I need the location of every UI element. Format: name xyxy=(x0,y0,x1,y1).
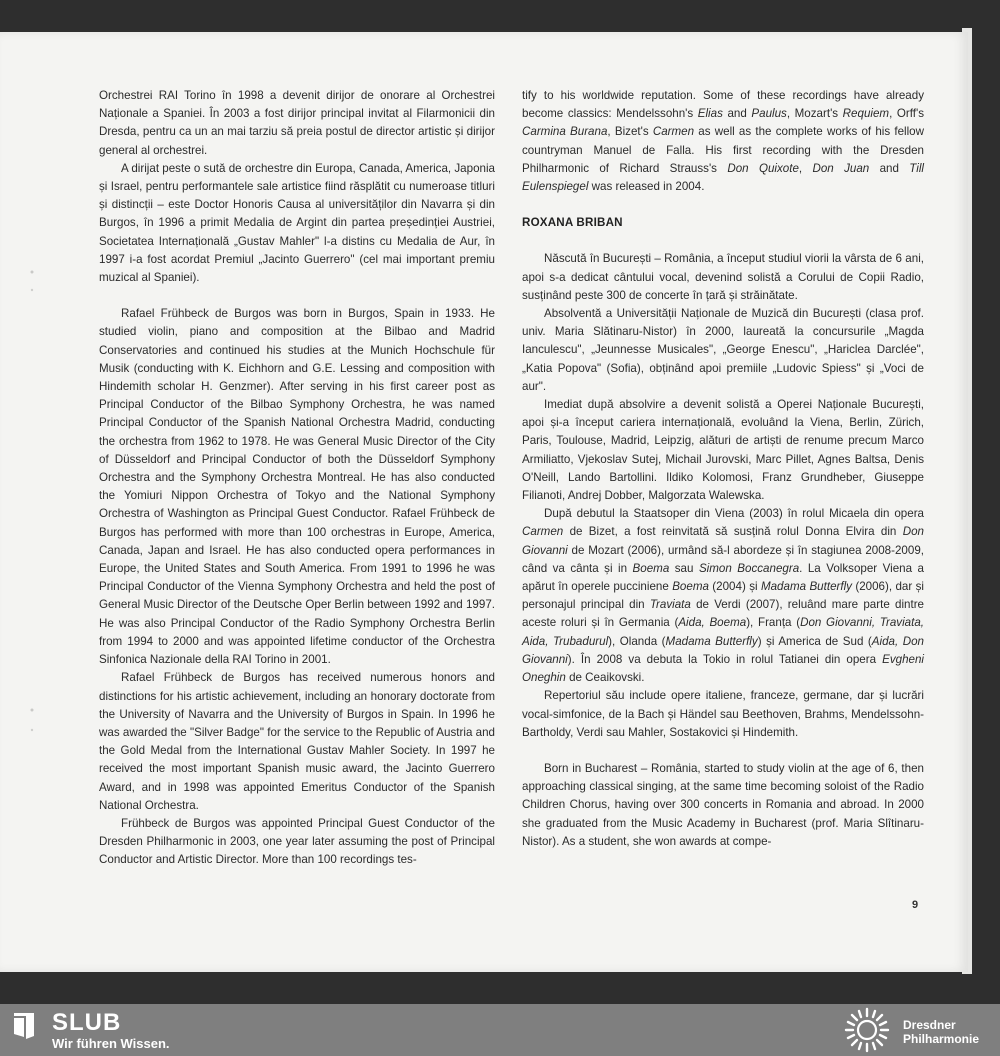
dresdner-philharmonie-name xyxy=(903,1018,979,1046)
binding-marks-icon xyxy=(26,260,38,760)
paragraph: Frühbeck de Burgos was appointed Principal Guest Conductor of the Dresden Philharmonic in 2003, one year later assuming the post of Principal Conductor and Artistic Director. More than 100 recordings tes- xyxy=(99,816,495,867)
paragraph: Repertoriul său include opere italiene, franceze, germane, dar și lucrări vocal-simfonice, de la Bach și Händel sau Beethoven, Brahms, Mendelssohn-Bartholdy, Verdi sau Mahler, Sostakovici și Hindemith. xyxy=(522,689,924,739)
right-column xyxy=(522,87,924,851)
section-heading: ROXANA BRIBAN xyxy=(522,216,623,230)
paragraph: Rafael Frühbeck de Burgos was born in Burgos, Spain in 1933. He studied violin, piano and composition at the Bilbao and Madrid Conservatories and continued his studies at the Munich Hochschule für Musik (conducting with K. Eichhorn and G.E. Lessing and composition with Hindemith scholar H. Genzmer). After serving in his first career post as Principal Conductor of the Bilbao Symphony Orchestra, he was named Principal Conductor of the Spanish National Orchestra Madrid, conducting the orchestra from 1962 to 1978. He was General Music Director of the City of Düsseldorf and Principal Conductor of both the Düsseldorf Symphony Orchestra and the Symphony Orchestra Montreal. He has also conducted the Yomiuri Nippon Orchestra of Tokyo and the National Symphony Orchestra of Washington as Principal Guest Conductor. Rafael Frühbeck de Burgos has performed with more than 100 orchestras in Europe, America, Canada, Japan and Israel. He has also conducted opera performances in Europe, the United States and South America. From 1991 to 1996 he was Principal Conductor of the Vienna Symphony Orchestra and held the post of General Music Director of the Deutsche Oper Berlin between 1992 and 1997. He was also Principal Conductor of the Radio Symphony Orchestra Berlin from 1994 to 2000 and was appointed lifetime conductor of the Orchestra Sinfonica Nazionale della RAI Torino in 2001. xyxy=(99,307,495,667)
slub-name: SLUB xyxy=(52,1009,122,1036)
left-column xyxy=(99,87,495,870)
dp-name-line2: Philharmonie xyxy=(903,1032,980,1046)
paragraph: După debutul la Staatsoper din Viena (2003) în rolul Micaela din opera Carmen de Bizet, a fost reinvitată să susțină rolul Donna Elvira din Don Giovanni de Mozart (2006), urmând să-l abordeze și în stagiunea 2008-2009, când va cânta și in Boema sau Simon Boccanegra. La Volksoper Viena a apărut în operele pucciniene Boema (2004) și Madama Butterfly (2006), dar și personajul principal din Traviata de Verdi (2007), reluând mare parte dintre aceste roluri și în Germania (Aida, Boema), Franța (Don Giovanni, Traviata, Aida, Trubadurul), Olanda (Madama Butterfly) și America de Sud (Aida, Don Giovanni). În 2008 va debuta la Tokio in rolul Tatianei din opera Evgheni Oneghin de Ceaikovski. xyxy=(522,507,925,685)
page-number: 9 xyxy=(912,899,919,911)
dp-name-line1: Dresdner xyxy=(903,1018,956,1032)
slub-tagline: Wir führen Wissen. xyxy=(52,1036,170,1051)
paragraph: Absolventă a Universității Naționale de Muzică din București (clasa prof. univ. Maria Slătinaru-Nistor) în 2000, laureată la concursurile „Magda Ianculescu", „Jeunnesse Musicales", „George Enescu", „Hariclea Darclée", „Katia Popova" (Sofia), obținând apoi premiile „Ludovic Spiess" și „Voci de aur". xyxy=(522,307,924,393)
paragraph: Imediat după absolvire a devenit solistă a Operei Naționale București, apoi și-a început cariera internațională, evoluând la Viena, Berlin, Zürich, Paris, Toulouse, Madrid, Leipzig, alături de artiști de renume precum Marco Armiliatto, Vjekoslav Sutej, Michail Jurovski, Marc Pillet, Agnes Baltsa, Denis O'Neill, Lando Bartollini. Ildiko Kolomosi, Franz Grundheber, Giuseppe Filianoti, Andrej Dobber, Malgorzata Walewska. xyxy=(522,398,924,503)
dresdner-philharmonie-logo-icon xyxy=(842,1007,892,1053)
paragraph: Born in Bucharest – România, started to study violin at the age of 6, then approaching classical singing, at the same time becoming soloist of the Radio Children Chorus, having over 300 concerts in Romania and abroad. In 2000 she graduated from the Music Academy in Bucharest (prof. Maria Slîtinaru-Nistor). As a student, she won awards at compe- xyxy=(522,761,924,848)
paragraph: A dirijat peste o sută de orchestre din Europa, Canada, America, Japonia și Israel, pentru performantele sale artistice fiind răsplătit cu numeroase titluri și distincții – este Doctor Honoris Causa al universităților din Navarra și din Burgos, în 1996 a primit Medalia de Argint din partea președinției Austriei, Societatea Internațională „Gustav Mahler" l-a distins cu Medalia de Aur, în 1997 i-a fost acordat Premiul „Jacinto Guerrero" (cel mai important premiu muzical al Spaniei). xyxy=(99,161,495,285)
paragraph: Rafael Frühbeck de Burgos has received numerous honors and distinctions for his artistic achievement, including an honorary doctorate from the University of Navarra and the University of Burgos in Spain. In 1996 he was awarded the "Silver Badge" for the service to the Republic of Austria and the Gold Medal from the International Gustav Mahler Society. In 1997 he received the most important Spanish music award, the Jacinto Guerrero Award, and in 1998 was appointed Emeritus Conductor of the Spanish National Orchestra. xyxy=(99,671,495,812)
paragraph: tify to his worldwide reputation. Some of these recordings have already become classics: Mendelssohn's Elias and Paulus, Mozart's Requiem, Orff's Carmina Burana, Bizet's Carmen as well as the complete works of his fellow countryman Manuel de Falla. His first recording with the Dresden Philharmonic of Richard Strauss's Don Quixote, Don Juan and Till Eulenspiegel was released in 2004. xyxy=(522,89,924,194)
slub-logo-icon xyxy=(12,1010,40,1040)
paragraph: Orchestrei RAI Torino în 1998 a devenit dirijor de onorare al Orchestrei Naționale a Spaniei. În 2003 a fost dirijor principal invitat al Filarmonicii din Dresda, pentru ca un an mai tarziu să preia postul de director artistic și dirijor general al orchestrei. xyxy=(99,89,495,157)
paragraph: Născută în București – România, a început studiul viorii la vârsta de 6 ani, apoi s-a dedicat cântului vocal, devenind solistă a Corului de Copii Radio, susținând peste 300 de concerte în țară și străinătate. xyxy=(522,252,924,302)
